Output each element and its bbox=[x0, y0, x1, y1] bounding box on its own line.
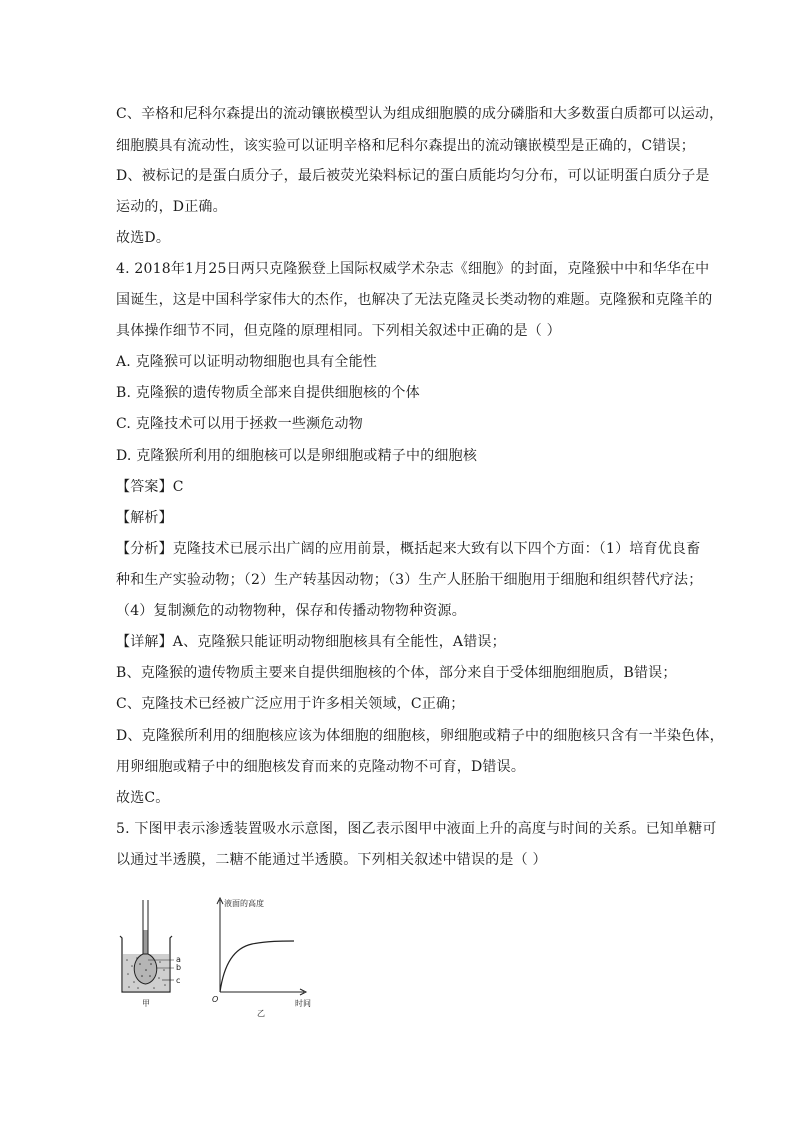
height-curve bbox=[220, 941, 294, 992]
height-time-graph bbox=[212, 898, 311, 1018]
x-axis-label: 时间 bbox=[295, 999, 311, 1008]
text-line-4: 运动的，D正确。 bbox=[116, 199, 227, 215]
osmosis-figure-svg bbox=[112, 892, 342, 1022]
answer-line: 【答案】C bbox=[116, 479, 184, 495]
beaker-diagram bbox=[120, 900, 181, 1008]
origin-label: O bbox=[212, 995, 219, 1004]
semipermeable-bag bbox=[134, 954, 157, 984]
detail-line-4: D、克隆猴所利用的细胞核应该为体细胞的细胞核，卵细胞或精子中的细胞核只含有一半染色体， bbox=[116, 728, 724, 744]
detail-line-2: B、克隆猴的遗传物质主要来自提供细胞核的个体，部分来自于受体细胞细胞质，B错误； bbox=[116, 665, 677, 681]
choose-line: 故选C。 bbox=[116, 790, 170, 806]
question-5-line-2: 以通过半透膜，二糖不能通过半透膜。下列相关叙述中错误的是（ ） bbox=[116, 852, 547, 868]
analysis-heading: 【解析】 bbox=[116, 510, 173, 526]
text-line-2: 细胞膜具有流动性，该实验可以证明辛格和尼科尔森提出的流动镶嵌模型是正确的，C错误； bbox=[116, 138, 695, 154]
option-b: B. 克隆猴的遗传物质全部来自提供细胞核的个体 bbox=[116, 385, 420, 401]
text-line-3: D、被标记的是蛋白质分子，最后被荧光染料标记的蛋白质能均匀分布，可以证明蛋白质分子是 bbox=[116, 168, 710, 184]
mark-b: b bbox=[176, 963, 182, 972]
analysis-line-3: （4）复制濒危的动物物种，保存和传播动物物种资源。 bbox=[116, 603, 466, 619]
label-yi: 乙 bbox=[257, 1009, 265, 1018]
mark-c: c bbox=[176, 976, 181, 985]
mark-a: a bbox=[176, 955, 181, 964]
detail-line-3: C、克隆技术已经被广泛应用于许多相关领域，C正确； bbox=[116, 696, 465, 712]
option-d: D. 克隆猴所利用的细胞核可以是卵细胞或精子中的细胞核 bbox=[116, 448, 478, 464]
detail-line-5: 用卵细胞或精子中的细胞核发育而来的克隆动物不可育，D错误。 bbox=[116, 759, 526, 775]
text-line-5: 故选D。 bbox=[116, 230, 171, 246]
detail-line-1: 【详解】A、克隆猴只能证明动物细胞核具有全能性，A错误； bbox=[116, 634, 506, 650]
osmosis-figure bbox=[112, 892, 342, 1022]
text-line-1: C、辛格和尼科尔森提出的流动镶嵌模型认为组成细胞膜的成分磷脂和大多数蛋白质都可以运动， bbox=[116, 106, 724, 122]
label-jia: 甲 bbox=[142, 999, 150, 1008]
question-4-line-2: 国诞生，这是中国科学家伟大的杰作，也解决了无法克隆灵长类动物的难题。克隆猴和克隆羊的 bbox=[116, 292, 713, 308]
question-4-line-1: 4. 2018年1月25日两只克隆猴登上国际权威学术杂志《细胞》的封面，克隆猴中中和华华在中 bbox=[116, 261, 710, 277]
analysis-line-2: 种和生产实验动物；（2）生产转基因动物；（3）生产人胚胎干细胞用于细胞和组织替代疗法； bbox=[116, 572, 703, 588]
question-5-line-1: 5. 下图甲表示渗透装置吸水示意图，图乙表示图甲中液面上升的高度与时间的关系。已知单糖可 bbox=[116, 821, 717, 837]
option-c: C. 克隆技术可以用于拯救一些濒危动物 bbox=[116, 416, 363, 432]
question-4-line-3: 具体操作细节不同，但克隆的原理相同。下列相关叙述中正确的是（ ） bbox=[116, 323, 561, 339]
y-axis-label: 液面的高度 bbox=[224, 899, 264, 908]
analysis-line-1: 【分析】克隆技术已展示出广阔的应用前景，概括起来大致有以下四个方面：（1）培育优良畜 bbox=[116, 541, 701, 557]
option-a: A. 克隆猴可以证明动物细胞也具有全能性 bbox=[116, 354, 378, 370]
